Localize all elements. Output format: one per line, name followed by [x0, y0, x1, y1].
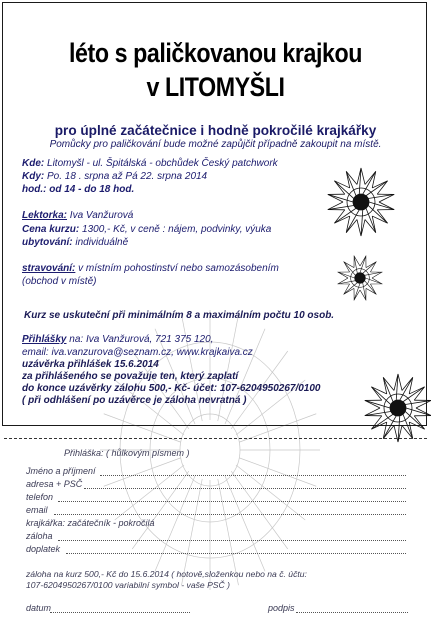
cena-value: 1300,- Kč, v ceně : nájem, podvinky, výuka — [82, 224, 272, 235]
kde-value: Litomyšl - ul. Špitálská - obchůdek Český patchwork — [47, 158, 278, 169]
location-row — [22, 158, 278, 170]
stravovani-value-2: (obchod v místě) — [22, 276, 97, 287]
registered-row-1: za přihlášeného se považuje ten, který zaplatí — [22, 371, 239, 382]
stravovani-label: stravování: — [22, 263, 76, 274]
ubytovani-label: ubytování: — [22, 237, 73, 248]
form-footer-2: 107-6204950267/0100 variabilní symbol - vaše PSČ ) — [26, 580, 230, 590]
lace-doily-icon — [325, 166, 397, 238]
form-field-deposit-line[interactable] — [58, 540, 406, 541]
form-field-name: Jméno a příjmení — [26, 466, 96, 476]
form-signature-line[interactable] — [296, 612, 408, 613]
lektorka-label: Lektorka: — [22, 210, 68, 221]
cena-label: Cena kurzu: — [22, 224, 80, 235]
form-field-email-line[interactable] — [54, 514, 406, 515]
hod-value: od 14 - do 18 hod. — [49, 184, 135, 195]
form-field-name-line[interactable] — [100, 475, 406, 476]
catering-row-2 — [22, 276, 96, 288]
form-field-level[interactable]: krajkářka: začátečník - pokročilá — [26, 518, 155, 528]
lektorka-value: Iva Vanžurová — [69, 210, 134, 221]
subnote: Pomůcky pro paličkování bude možné zapůjčit případně zakoupit na místě. — [49, 139, 382, 150]
form-field-email: email — [26, 505, 48, 515]
title-line-2: v LITOMYŠLI — [146, 72, 285, 102]
kdy-label: Kdy: — [22, 171, 45, 182]
form-field-balance: doplatek — [26, 544, 61, 554]
form-date-line[interactable] — [50, 612, 190, 613]
form-field-phone: telefon — [26, 492, 54, 502]
kdy-value: Po. 18 . srpna až Pá 22. srpna 2014 — [47, 171, 208, 182]
accommodation-row — [22, 237, 128, 249]
lace-doily-small-icon — [336, 254, 384, 302]
prihlasky-value: na: Iva Vanžurová, 721 375 120, — [69, 334, 214, 345]
registered-row-2: do konce uzávěrky zálohu 500,- Kč- účet: 107-6204950267/0100 — [22, 383, 321, 394]
hod-label: hod.: — [22, 184, 47, 195]
form-field-phone-line[interactable] — [58, 501, 406, 502]
subtitle: pro úplné začátečnice i hodně pokročilé krajkářky — [54, 122, 377, 138]
date-row — [22, 171, 207, 183]
form-signature-label: podpis — [268, 603, 295, 613]
form-field-address-line[interactable] — [84, 488, 406, 489]
cut-line — [4, 438, 427, 439]
prihlasky-label: Přihlášky — [22, 334, 67, 345]
form-date-label: datum — [26, 603, 52, 613]
capacity-condition: Kurz se uskuteční při minimálním 8 a maximálním počtu 10 osob. — [24, 310, 335, 321]
cancellation-row: ( při odhlášení po uzávěrce je záloha nevratná ) — [22, 395, 247, 406]
lecturer-row — [22, 210, 133, 222]
catering-row — [22, 263, 279, 275]
form-field-deposit: záloha — [26, 531, 53, 541]
kde-label: Kde: — [22, 158, 45, 169]
title-line-1: léto s paličkovanou krajkou — [69, 38, 362, 68]
form-field-address: adresa + PSČ — [26, 479, 83, 489]
ubytovani-value: individuálně — [75, 237, 129, 248]
form-field-balance-line[interactable] — [66, 553, 406, 554]
hours-row — [22, 184, 134, 196]
stravovani-value: v místním pohostinství nebo samozásobením — [78, 263, 279, 274]
form-heading: Přihláška: ( hůlkovým písmem ) — [64, 448, 190, 458]
deadline-row: uzávěrka přihlášek 15.6.2014 — [22, 359, 159, 370]
lace-doily-corner-icon — [362, 372, 431, 444]
form-footer-1: záloha na kurz 500,- Kč do 15.6.2014 ( hotově,složenkou nebo na č. účtu: — [26, 569, 307, 579]
email-row: email: iva.vanzurova@seznam.cz, www.krajkaiva.cz — [22, 347, 253, 358]
price-row — [22, 224, 271, 236]
